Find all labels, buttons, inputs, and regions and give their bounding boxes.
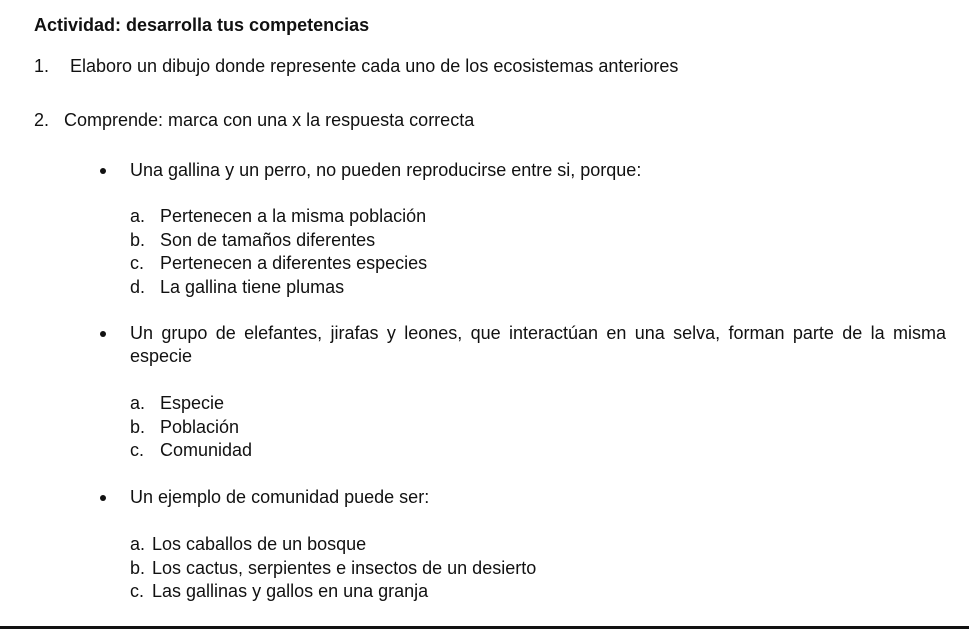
option-letter: c. — [130, 253, 145, 273]
options-list-2 — [130, 392, 252, 463]
option-text: Los caballos de un bosque — [152, 534, 367, 554]
bullet-question-text: Un ejemplo de comunidad puede ser: — [130, 487, 430, 507]
option-item[interactable] — [130, 276, 427, 300]
option-letter: d. — [130, 276, 146, 297]
option-letter: b. — [130, 229, 146, 250]
option-letter: a. — [130, 206, 146, 226]
option-item[interactable] — [130, 439, 252, 463]
question-2 — [34, 109, 474, 132]
option-text: Población — [160, 416, 240, 437]
question-1 — [34, 55, 678, 78]
question-1-text: Elaboro un dibujo donde represente cada uno de los ecosistemas anteriores — [70, 56, 679, 76]
option-text: Son de tamaños diferentes — [160, 229, 376, 250]
option-item[interactable] — [130, 533, 536, 557]
bullet-question-text: Un grupo de elefantes, jirafas y leones, que interactúan en una selva, forman parte de la misma especie — [130, 323, 946, 366]
question-2-number: 2. — [34, 110, 50, 130]
option-letter: a. — [130, 393, 146, 413]
option-item[interactable] — [130, 557, 536, 581]
option-text: Especie — [160, 393, 225, 413]
option-item[interactable] — [130, 205, 427, 229]
bullet-question-2 — [96, 322, 946, 368]
option-letter: c. — [130, 440, 145, 460]
bullet-question-text: Una gallina y un perro, no pueden reproducirse entre si, porque: — [130, 160, 642, 180]
option-text: La gallina tiene plumas — [160, 276, 345, 297]
options-list-3 — [130, 533, 536, 604]
option-text: Pertenecen a diferentes especies — [160, 253, 428, 273]
option-item[interactable] — [130, 416, 252, 440]
bullet-question-3 — [96, 486, 946, 509]
option-text: Las gallinas y gallos en una granja — [152, 581, 429, 601]
bullet-dot-icon — [100, 495, 106, 501]
option-item[interactable] — [130, 392, 252, 416]
option-letter: a. — [130, 534, 146, 554]
option-item[interactable] — [130, 252, 427, 276]
activity-title: Actividad: desarrolla tus competencias — [34, 15, 370, 35]
bullet-dot-icon — [100, 331, 106, 337]
bullet-question-1 — [96, 159, 946, 182]
option-letter: b. — [130, 416, 146, 437]
bullet-dot-icon — [100, 168, 106, 174]
options-list-1 — [130, 205, 427, 299]
option-item[interactable] — [130, 580, 536, 604]
option-text: Los cactus, serpientes e insectos de un desierto — [152, 557, 537, 578]
question-1-number: 1. — [34, 56, 50, 76]
option-text: Comunidad — [160, 440, 253, 460]
option-letter: b. — [130, 557, 146, 578]
option-text: Pertenecen a la misma población — [160, 206, 427, 226]
option-item[interactable] — [130, 229, 427, 253]
question-2-text: Comprende: marca con una x la respuesta correcta — [64, 110, 475, 130]
option-letter: c. — [130, 581, 145, 601]
